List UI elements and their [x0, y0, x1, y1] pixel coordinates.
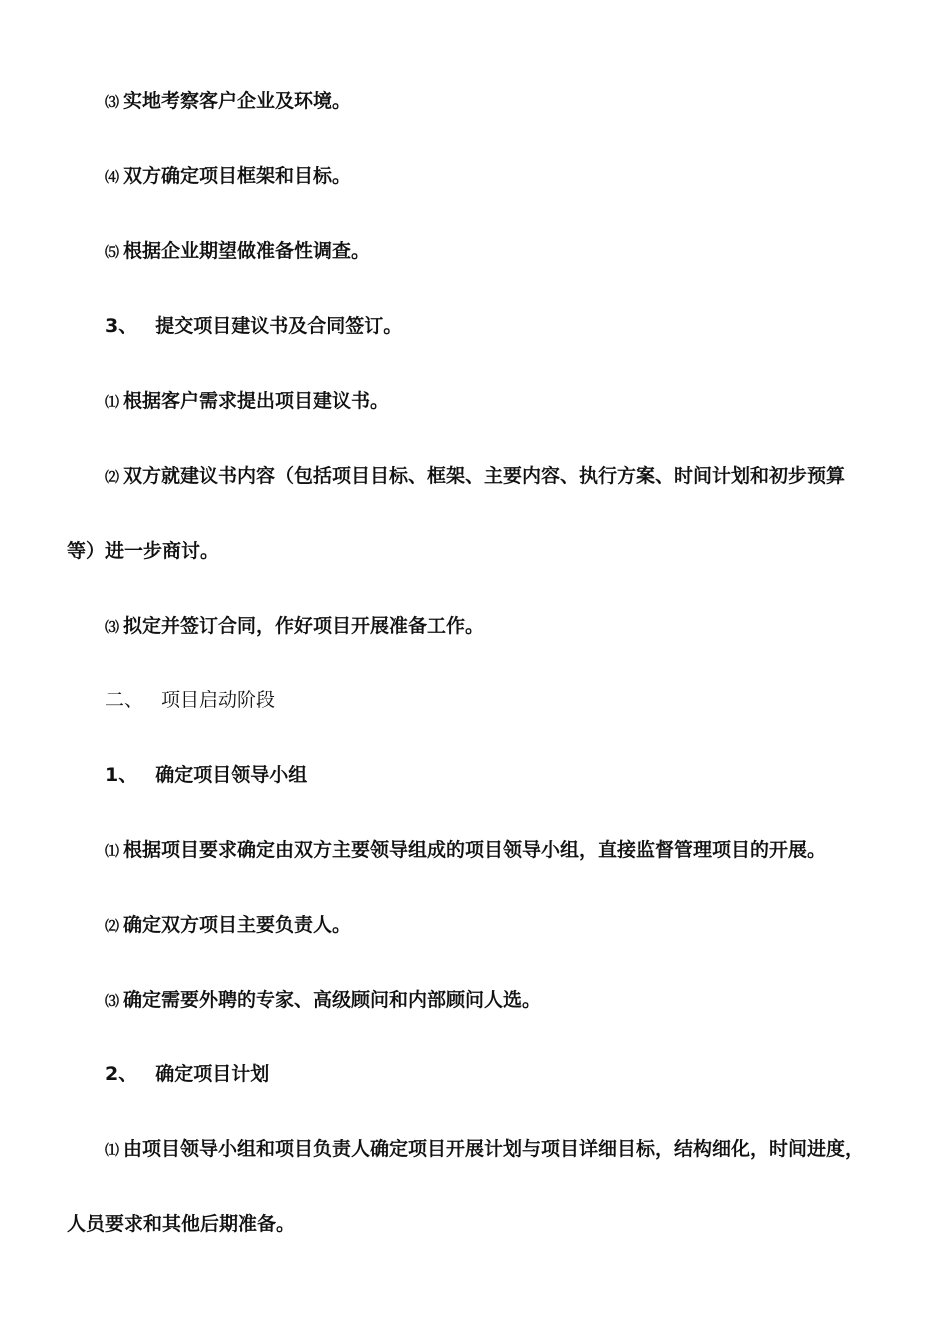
- section-heading: [105, 314, 402, 338]
- list-number: ⑸: [105, 245, 119, 261]
- list-text: 双方就建议书内容（包括项目目标、框架、主要内容、执行方案、时间计划和初步预算: [123, 465, 846, 487]
- list-item-continuation: [67, 1212, 295, 1236]
- list-text: 根据企业期望做准备性调查。: [123, 240, 371, 262]
- list-number: ⑴: [105, 844, 119, 860]
- list-text: 等）进一步商讨。: [67, 540, 220, 562]
- list-number: ⑵: [105, 919, 119, 935]
- section-number: 2、: [105, 1063, 138, 1085]
- list-item: [105, 164, 351, 190]
- section-title: 提交项目建议书及合同签订。: [155, 315, 403, 337]
- list-item: [105, 239, 370, 265]
- list-number: ⑵: [105, 470, 119, 486]
- list-item: [105, 614, 484, 640]
- section-title: 确定项目计划: [155, 1063, 270, 1085]
- list-text: 由项目领导小组和项目负责人确定项目开展计划与项目详细目标，结构细化，时间进度，: [123, 1138, 865, 1160]
- list-item: [105, 1137, 864, 1163]
- list-number: ⑶: [105, 95, 119, 111]
- list-number: ⑷: [105, 170, 119, 186]
- section-title: 确定项目领导小组: [155, 764, 308, 786]
- chapter-title: 项目启动阶段: [161, 689, 276, 711]
- chapter-heading: [105, 688, 275, 712]
- list-text: 根据客户需求提出项目建议书。: [123, 390, 390, 412]
- list-text: 确定需要外聘的专家、高级顾问和内部顾问人选。: [123, 989, 542, 1011]
- list-item: [105, 389, 389, 415]
- chapter-number: 二、: [105, 689, 144, 711]
- list-item: [105, 89, 351, 115]
- section-number: 1、: [105, 764, 138, 786]
- section-heading: [105, 1062, 269, 1086]
- list-item: [105, 464, 845, 490]
- list-text: 确定双方项目主要负责人。: [123, 914, 352, 936]
- list-text: 实地考察客户企业及环境。: [123, 90, 352, 112]
- section-heading: [105, 763, 307, 787]
- list-item: [105, 988, 541, 1014]
- list-text: 双方确定项目框架和目标。: [123, 165, 352, 187]
- list-text: 根据项目要求确定由双方主要领导组成的项目领导小组，直接监督管理项目的开展。: [123, 839, 827, 861]
- list-text: 人员要求和其他后期准备。: [67, 1213, 296, 1235]
- list-number: ⑴: [105, 395, 119, 411]
- list-number: ⑴: [105, 1143, 119, 1159]
- section-number: 3、: [105, 315, 138, 337]
- list-text: 拟定并签订合同，作好项目开展准备工作。: [123, 615, 485, 637]
- list-number: ⑶: [105, 620, 119, 636]
- list-item: [105, 838, 826, 864]
- list-item: [105, 913, 351, 939]
- list-item-continuation: [67, 539, 219, 563]
- list-number: ⑶: [105, 994, 119, 1010]
